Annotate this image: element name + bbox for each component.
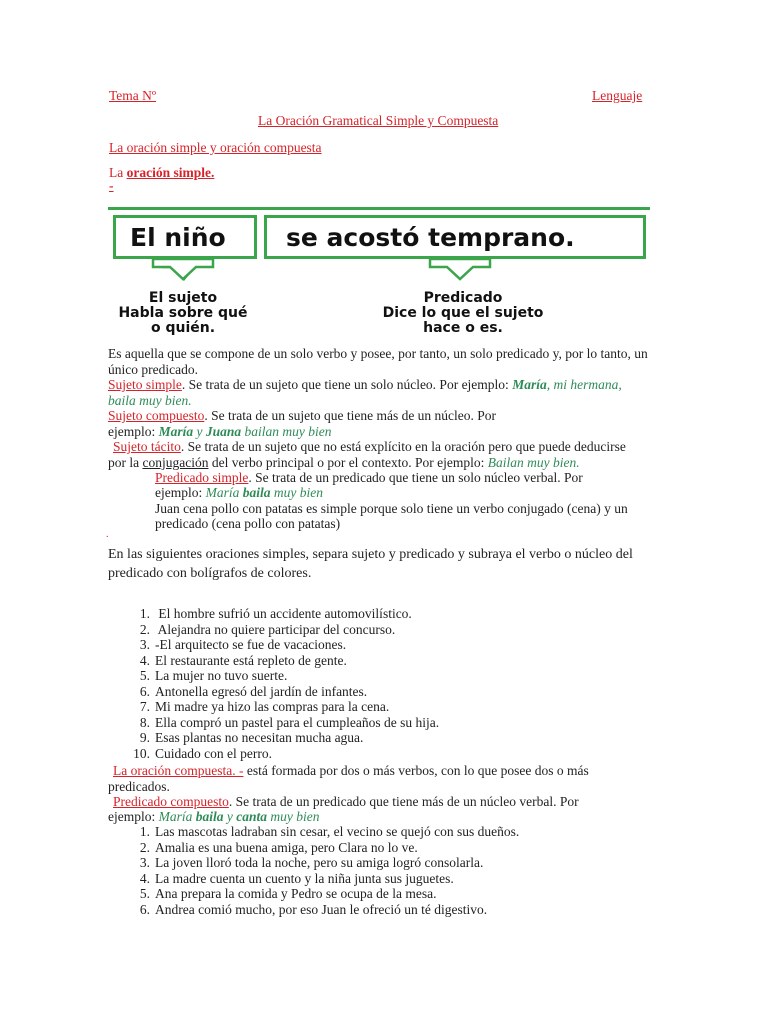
sujeto-simple-example-line2: baila muy bien.	[108, 393, 192, 408]
list-item-text: Alejandra no quiere participar del concurso.	[155, 621, 396, 637]
simple-heading-prefix: La	[109, 165, 127, 180]
compuesta-text: está formada por dos o más verbos, con lo que posee dos o más	[243, 763, 589, 778]
predicado-compuesto-example	[108, 809, 320, 825]
list-item	[108, 606, 653, 622]
list-item-number: 5.	[139, 668, 150, 683]
section-subtitle: La oración simple y oración compuesta	[109, 140, 322, 155]
list-item-number: 2.	[139, 621, 150, 637]
tema-label: Tema Nº	[109, 88, 157, 103]
sujeto-simple-text: . Se trata de un sujeto que tiene un solo núcleo. Por ejemplo:	[181, 377, 513, 392]
instructions-line-2: predicado con bolígrafos de colores.	[108, 566, 312, 581]
sujeto-simple-link[interactable]: Sujeto simple	[108, 377, 182, 392]
instructions-line-1: En las siguientes oraciones simples, separa sujeto y predicado y subraya el verbo o núcleo del	[108, 547, 633, 562]
list-item	[108, 855, 653, 871]
sujeto-tacito-text2a: por la	[108, 455, 143, 470]
list-item-number: 7.	[139, 699, 150, 714]
list-item-number: 8.	[139, 714, 150, 730]
sujeto-simple-example-bold: María	[512, 377, 547, 392]
predicado-simple-ex-2: baila	[242, 485, 271, 500]
sujeto-compuesto-paragraph	[108, 408, 496, 424]
list-item-number: 2.	[139, 839, 150, 855]
subject-arrow-icon	[153, 259, 213, 279]
definition-paragraph: Es aquella que se compone de un solo verbo y posee, por tanto, un solo predicado y, por lo tanto, un único predicado.	[108, 346, 648, 377]
predicado-simple-ex-1: María	[205, 485, 240, 500]
compuesta-text-2: predicados.	[108, 779, 170, 794]
predicado-compuesto-ejemplo: ejemplo:	[108, 809, 159, 824]
sujeto-compuesto-ex-rest: bailan muy bien	[241, 424, 332, 439]
list-item-text: Las mascotas ladraban sin cesar, el vecino se quejó con sus dueños.	[155, 824, 520, 839]
list-item-text: El hombre sufrió un accidente automovilístico.	[155, 606, 412, 621]
list-item-text: La mujer no tuvo suerte.	[155, 668, 288, 683]
figure-subject-text: El niño	[130, 223, 226, 252]
predicado-simple-paragraph	[155, 470, 583, 486]
list-item	[108, 840, 653, 856]
list-item-number: 9.	[139, 730, 150, 745]
list-item-text: Andrea comió mucho, por eso Juan le ofreció un té digestivo.	[155, 901, 488, 917]
simple-heading-dash: -	[109, 178, 114, 193]
sujeto-tacito-line2	[108, 455, 580, 471]
list-item-number: 4.	[139, 870, 150, 886]
list-item-text: Esas plantas no necesitan mucha agua.	[155, 730, 364, 745]
list-item-text: -El arquitecto se fue de vacaciones.	[155, 637, 347, 652]
sujeto-compuesto-link[interactable]: Sujeto compuesto	[108, 408, 205, 423]
list-item	[108, 637, 653, 653]
predicado-simple-note-1: Juan cena pollo con patatas es simple porque solo tiene un verbo conjugado (cena) y un	[155, 501, 628, 516]
list-item-number: 10.	[133, 745, 150, 761]
list-item-number: 4.	[139, 652, 150, 668]
list-item	[108, 886, 653, 902]
figure-predicate-label-3: hace o es.	[423, 320, 503, 336]
list-item-text: La madre cuenta un cuento y la niña junta sus juguetes.	[155, 870, 454, 886]
figure-predicate-label-1: Predicado	[423, 290, 503, 306]
figure-predicate-label-2: Dice lo que el sujeto	[382, 305, 544, 321]
list-item-number: 1.	[139, 824, 150, 839]
list-item-text: Ella compró un pastel para el cumpleaños de su hija.	[155, 714, 440, 730]
predicado-compuesto-text: . Se trata de un predicado que tiene más de un núcleo verbal. Por	[228, 794, 579, 809]
list-item	[108, 824, 653, 840]
list-item	[108, 699, 653, 715]
list-item	[108, 871, 653, 887]
predicado-compuesto-link[interactable]: Predicado compuesto	[113, 794, 229, 809]
list-item-text: Amalia es una buena amiga, pero Clara no lo ve.	[155, 839, 418, 855]
sujeto-tacito-text2b: del verbo principal o por el contexto. Por ejemplo:	[208, 455, 488, 470]
figure-predicate-text: se acostó temprano.	[286, 223, 575, 252]
list-item-text: Antonella egresó del jardín de infantes.	[155, 683, 368, 699]
predicado-compuesto-ex-1: María	[158, 809, 196, 824]
page-title: La Oración Gramatical Simple y Compuesta	[258, 113, 499, 128]
predicado-compuesto-ex-5: muy bien	[267, 809, 320, 824]
dot-mark: .	[106, 529, 109, 540]
list-item-text: Cuidado con el perro.	[155, 745, 272, 761]
list-item	[108, 622, 653, 638]
list-item-text: Mi madre ya hizo las compras para la cena.	[155, 699, 390, 714]
list-item	[108, 902, 653, 918]
predicado-simple-example	[155, 485, 323, 501]
sujeto-compuesto-ejemplo: ejemplo:	[108, 424, 159, 439]
list-item-number: 3.	[139, 855, 150, 870]
predicado-compuesto-ex-3: y	[223, 809, 237, 824]
sujeto-compuesto-ex-2: Juana	[205, 424, 242, 439]
list-item-text: La joven lloró toda la noche, pero su amiga logró consolarla.	[155, 855, 484, 870]
list-item	[108, 684, 653, 700]
list-item-number: 1.	[139, 606, 150, 621]
sentence-diagram	[108, 193, 650, 345]
list-item	[108, 746, 653, 762]
predicado-simple-note-2: predicado (cena pollo con patatas)	[155, 516, 341, 531]
list-item-number: 6.	[139, 683, 150, 699]
conjugacion-link[interactable]: conjugación	[142, 455, 209, 470]
exercise-list-compound	[108, 824, 653, 917]
simple-heading	[109, 165, 214, 181]
list-item	[108, 715, 653, 731]
sujeto-compuesto-ex-y: y	[193, 424, 206, 439]
predicado-compuesto-ex-2: baila	[195, 809, 224, 824]
subject-label: Lenguaje	[592, 88, 643, 103]
list-item	[108, 653, 653, 669]
figure-subject-label-1: El sujeto	[148, 290, 218, 306]
predicado-simple-link[interactable]: Predicado simple	[155, 470, 249, 485]
simple-heading-bold: oración simple.	[126, 165, 215, 180]
sujeto-tacito-paragraph	[113, 439, 626, 455]
sujeto-tacito-link[interactable]: Sujeto tácito	[113, 439, 181, 454]
list-item-number: 5.	[139, 886, 150, 901]
sujeto-compuesto-text: . Se trata de un sujeto que tiene más de un núcleo. Por	[204, 408, 497, 423]
sujeto-simple-paragraph	[108, 377, 653, 393]
figure-subject-label-3: o quién.	[150, 320, 216, 336]
predicado-compuesto-paragraph	[113, 794, 579, 810]
compuesta-link[interactable]: La oración compuesta. -	[113, 763, 244, 778]
list-item-text: Ana prepara la comida y Pedro se ocupa de la mesa.	[155, 886, 437, 901]
exercise-list-simple	[108, 606, 653, 761]
predicado-compuesto-ex-4: canta	[236, 809, 268, 824]
predicado-simple-ejemplo: ejemplo:	[155, 485, 206, 500]
list-item-text: El restaurante está repleto de gente.	[155, 652, 347, 668]
sujeto-compuesto-ex-1: María	[158, 424, 194, 439]
list-item	[108, 668, 653, 684]
list-item-number: 3.	[139, 637, 150, 652]
predicado-simple-text: . Se trata de un predicado que tiene un solo núcleo verbal. Por	[248, 470, 583, 485]
sujeto-simple-example-rest: , mi hermana,	[546, 377, 622, 392]
figure-subject-label-2: Habla sobre qué	[118, 305, 248, 321]
list-item	[108, 730, 653, 746]
list-item-number: 6.	[139, 901, 150, 917]
compuesta-paragraph	[113, 763, 658, 779]
sujeto-tacito-example: Bailan muy bien.	[487, 455, 580, 470]
predicado-simple-ex-3: muy bien	[270, 485, 323, 500]
sujeto-compuesto-example	[108, 424, 332, 440]
sujeto-tacito-text: . Se trata de un sujeto que no está explícito en la oración pero que puede deducirse	[180, 439, 626, 454]
predicate-arrow-icon	[430, 259, 490, 279]
